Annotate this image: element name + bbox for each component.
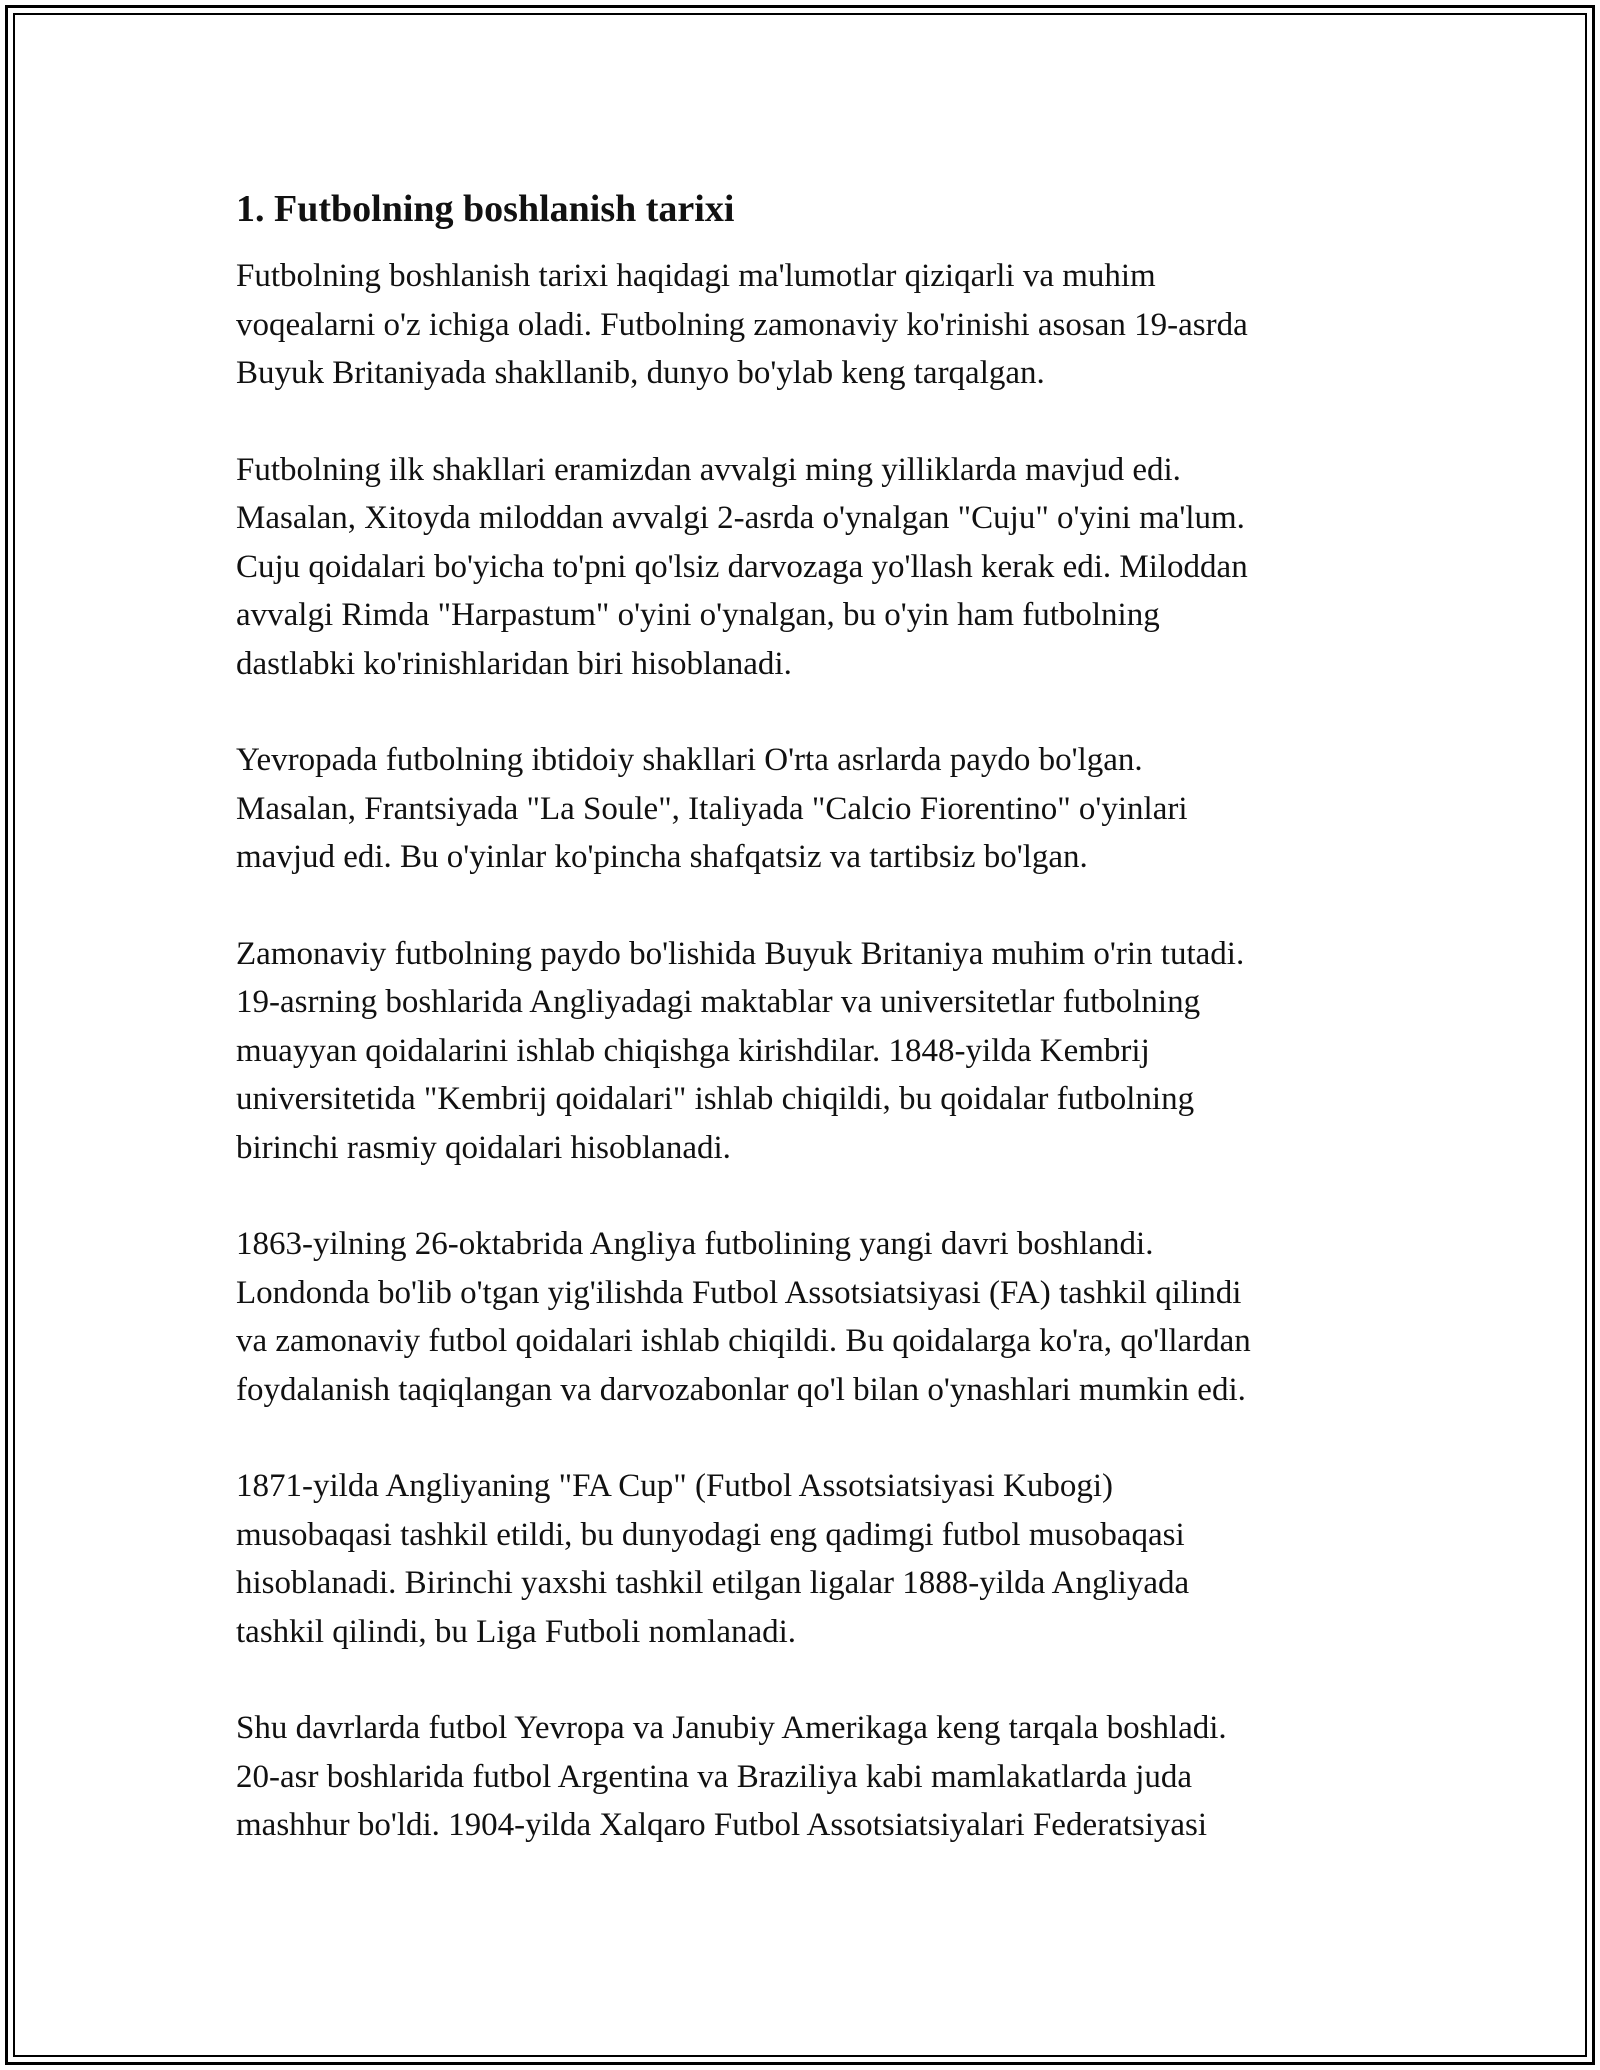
paragraph-line: Futbolning boshlanish tarixi haqidagi ma'lumotlar qiziqarli va muhim [236,258,1156,294]
paragraph-line: hisoblanadi. Birinchi yaxshi tashkil etilgan ligalar 1888-yilda Angliyada [236,1565,1190,1601]
paragraph-line: Masalan, Xitoyda miloddan avvalgi 2-asrda o'ynalgan "Cuju" o'yini ma'lum. [236,500,1245,536]
paragraph-line: va zamonaviy futbol qoidalari ishlab chiqildi. Bu qoidalarga ko'ra, qo'llardan [236,1323,1251,1359]
paragraph-line: mashhur bo'ldi. 1904-yilda Xalqaro Futbol Assotsiatsiyalari Federatsiyasi [236,1807,1208,1843]
paragraph-line: 1863-yilning 26-oktabrida Angliya futbolining yangi davri boshlandi. [236,1226,1154,1262]
paragraph-line: musobaqasi tashkil etildi, bu dunyodagi eng qadimgi futbol musobaqasi [236,1516,1185,1553]
paragraph-line: Shu davrlarda futbol Yevropa va Janubiy Amerikaga keng tarqala boshladi. [236,1710,1227,1746]
paragraph [236,1220,1396,1414]
paragraph-line: universitetida "Kembrij qoidalari" ishlab chiqildi, bu qoidalar futbolning [236,1081,1195,1117]
paragraph-line: foydalanish taqiqlangan va darvozabonlar qo'l bilan o'ynashlari mumkin edi. [236,1371,1246,1408]
paragraph [236,1462,1396,1656]
paragraph [236,930,1396,1173]
paragraph [236,736,1396,882]
paragraph-line: dastlabki ko'rinishlaridan biri hisoblanadi. [236,645,792,682]
paragraph [236,446,1396,689]
paragraph-line: avvalgi Rimda "Harpastum" o'yini o'ynalgan, bu o'yin ham futbolning [236,597,1160,633]
paragraph-line: 19-asrning boshlarida Angliyadagi maktablar va universitetlar futbolning [236,984,1201,1020]
paragraph-line: mavjud edi. Bu o'yinlar ko'pincha shafqatsiz va tartibsiz bo'lgan. [236,839,1088,875]
paragraph-line: Yevropada futbolning ibtidoiy shakllari O'rta asrlarda paydo bo'lgan. [236,742,1143,778]
paragraph-line: 20-asr boshlarida futbol Argentina va Braziliya kabi mamlakatlarda juda [236,1758,1193,1795]
paragraph-list [236,252,1396,1850]
paragraph [236,252,1396,398]
document-body [236,186,1396,1898]
paragraph-line: Futbolning ilk shakllari eramizdan avvalgi ming yilliklarda mavjud edi. [236,451,1181,488]
paragraph-line: 1871-yilda Angliyaning "FA Cup" (Futbol Assotsiatsiyasi Kubogi) [236,1468,1114,1504]
paragraph-line: voqealarni o'z ichiga oladi. Futbolning zamonaviy ko'rinishi asosan 19-asrda [236,306,1248,343]
paragraph [236,1704,1396,1850]
paragraph-line: muayyan qoidalarini ishlab chiqishga kirishdilar. 1848-yilda Kembrij [236,1032,1150,1069]
paragraph-line: tashkil qilindi, bu Liga Futboli nomlanadi. [236,1613,797,1650]
paragraph-line: Londonda bo'lib o'tgan yig'ilishda Futbol Assotsiatsiyasi (FA) tashkil qilindi [236,1274,1242,1311]
paragraph-line: Masalan, Frantsiyada "La Soule", Italiyada "Calcio Fiorentino" o'yinlari [236,790,1188,827]
page-title: 1. Futbolning boshlanish tarixi [236,188,735,230]
paragraph-line: Zamonaviy futbolning paydo bo'lishida Buyuk Britaniya muhim o'rin tutadi. [236,935,1245,972]
paragraph-line: birinchi rasmiy qoidalari hisoblanadi. [236,1129,731,1166]
paragraph-line: Cuju qoidalari bo'yicha to'pni qo'lsiz darvozaga yo'llash kerak edi. Miloddan [236,548,1248,585]
paragraph-line: Buyuk Britaniyada shakllanib, dunyo bo'ylab keng tarqalgan. [236,355,1045,391]
